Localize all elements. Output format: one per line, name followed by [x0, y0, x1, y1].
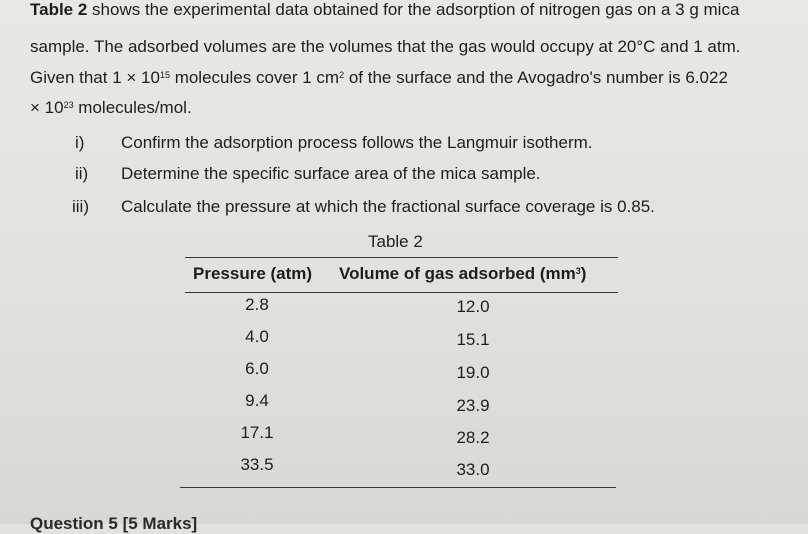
- question-text-3: Calculate the pressure at which the fractional surface coverage is 0.85.: [121, 197, 655, 216]
- table-top-rule: [185, 257, 618, 258]
- paragraph-line-4-b: molecules/mol.: [73, 98, 192, 117]
- exponent-23: 23: [63, 100, 74, 110]
- question-number-3: iii): [72, 197, 89, 216]
- paragraph-line-3: [30, 68, 728, 88]
- table-reference-bold: Table 2: [30, 0, 88, 19]
- column-header-volume-close: ): [580, 264, 587, 283]
- table-title: Table 2: [368, 232, 423, 251]
- volume-cell: 28.2: [456, 428, 490, 447]
- exponent-3: 3: [575, 266, 581, 276]
- question-number-2: ii): [75, 164, 89, 183]
- pressure-cell: 4.0: [245, 327, 269, 346]
- question-number-1: i): [75, 133, 85, 152]
- table-header-rule: [185, 292, 618, 293]
- paragraph-line-3-b: molecules cover 1 cm: [169, 68, 340, 87]
- volume-cell: 15.1: [456, 330, 490, 349]
- paragraph-line-4: [30, 98, 192, 118]
- volume-cell: 23.9: [456, 396, 490, 415]
- volume-cell: 19.0: [456, 363, 490, 382]
- volume-cell: 12.0: [456, 297, 490, 316]
- paragraph-line-1-text: shows the experimental data obtained for the adsorption of nitrogen gas on a 3 g mica: [87, 0, 740, 19]
- question-text-1: Confirm the adsorption process follows the Langmuir isotherm.: [121, 133, 593, 152]
- column-header-volume-text: Volume of gas adsorbed (mm: [339, 264, 576, 283]
- pressure-cell: 33.5: [240, 455, 274, 474]
- pressure-cell: 9.4: [245, 391, 269, 410]
- paragraph-line-3-c: of the surface and the Avogadro's number is 6.022: [344, 68, 728, 87]
- volume-cell: 33.0: [456, 460, 490, 479]
- column-header-volume: [339, 264, 586, 284]
- exponent-15: 15: [159, 70, 170, 80]
- paragraph-line-2: sample. The adsorbed volumes are the volumes that the gas would occupy at 20°C and 1 atm.: [30, 37, 741, 56]
- column-header-pressure: Pressure (atm): [193, 264, 313, 283]
- table-bottom-rule: [180, 487, 616, 488]
- paragraph-line-4-a: × 10: [30, 98, 64, 117]
- exponent-2: 2: [339, 70, 345, 80]
- paragraph-line-1: [30, 0, 739, 20]
- question-text-2: Determine the specific surface area of the mica sample.: [121, 164, 541, 183]
- pressure-cell: 17.1: [240, 423, 274, 442]
- next-question-heading: Question 5 [5 Marks]: [30, 514, 198, 533]
- paragraph-line-3-a: Given that 1 × 10: [30, 68, 160, 87]
- pressure-cell: 2.8: [245, 295, 269, 314]
- pressure-cell: 6.0: [245, 359, 269, 378]
